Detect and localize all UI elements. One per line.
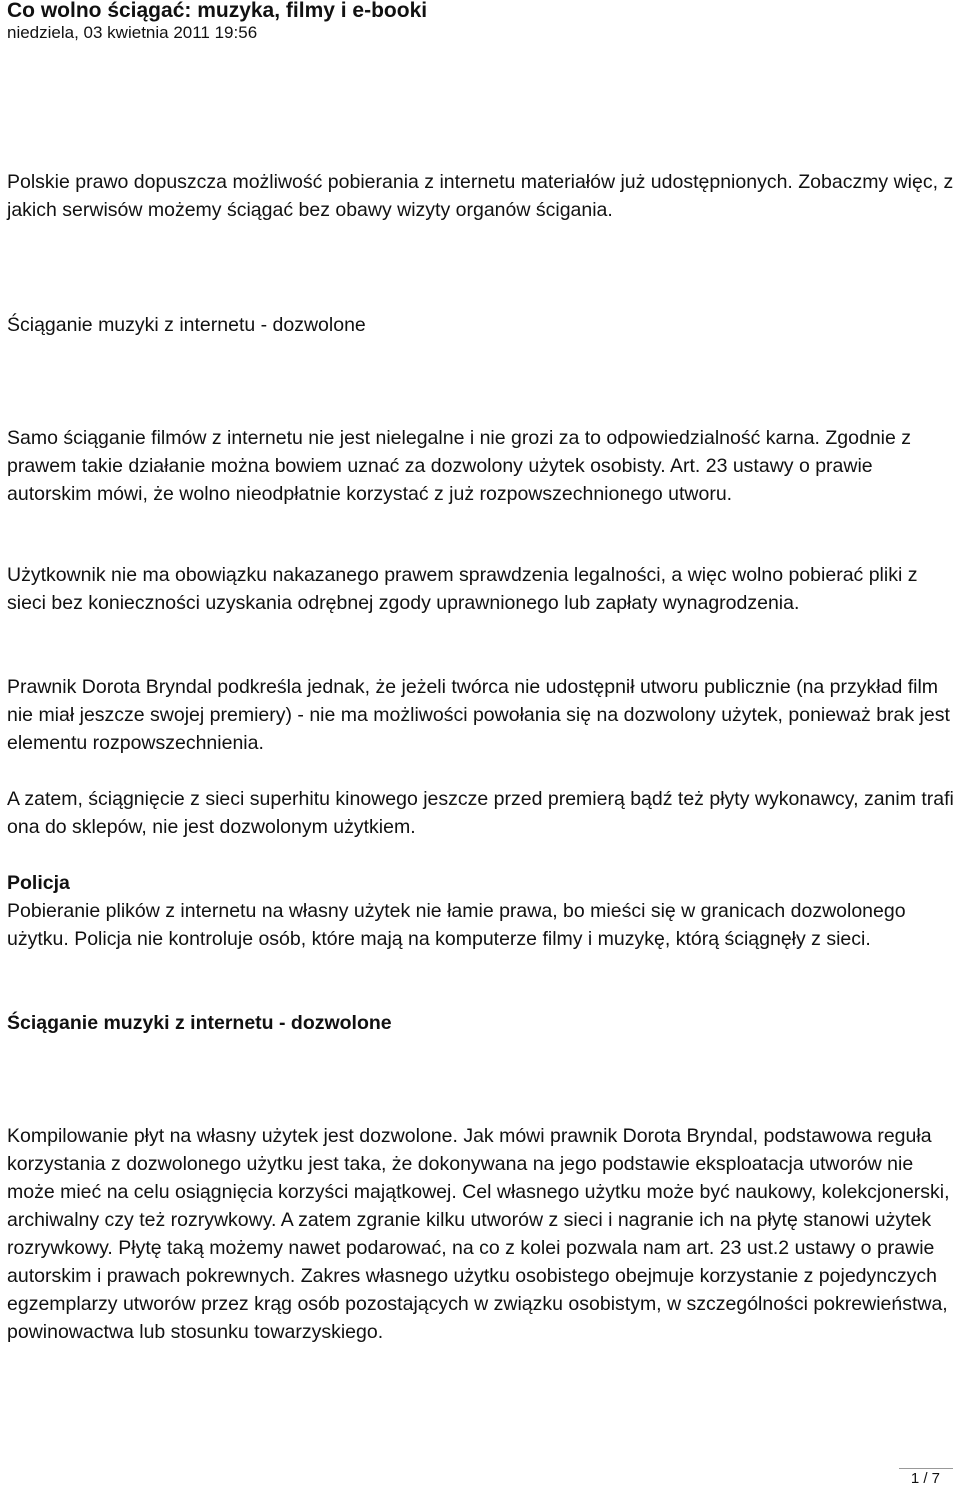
body-paragraph-2: Użytkownik nie ma obowiązku nakazanego prawem sprawdzenia legalności, a więc wolno pobierać pliki z sieci bez konieczności uzyskania odrębnej zgody uprawnionego lub zapłaty wynagrodzenia. [7, 564, 918, 614]
section-heading-music: Ściąganie muzyki z internetu - dozwolone [7, 1012, 392, 1034]
publish-date: niedziela, 03 kwietnia 2011 19:56 [7, 23, 258, 42]
body-paragraph-1: Samo ściąganie filmów z internetu nie jest nielegalne i nie grozi za to odpowiedzialność karna. Zgodnie z prawem takie działanie można bowiem uznać za dozwolony użytek osobisty. Art. 23 ustawy o prawie autorskim mówi, że wolno nieodpłatnie korzystać z już rozpowszechnionego utworu. [7, 427, 912, 505]
section-heading-policja: Policja [7, 872, 70, 894]
body-paragraph-4: A zatem, ściągnięcie z sieci superhitu kinowego jeszcze przed premierą bądź też płyty wykonawcy, zanim trafi ona do sklepów, nie jest dozwolonym użytkiem. [7, 788, 954, 838]
footer-divider [899, 1468, 953, 1469]
page-title: Co wolno ściągać: muzyka, filmy i e-booki [7, 0, 428, 22]
body-paragraph-5: Pobieranie plików z internetu na własny użytek nie łamie prawa, bo mieści się w granicach dozwolonego użytku. Policja nie kontroluje osób, które mają na komputerze filmy i muzykę, którą ściągnęły z sieci. [7, 900, 906, 950]
body-paragraph-6: Kompilowanie płyt na własny użytek jest dozwolone. Jak mówi prawnik Dorota Bryndal, podstawowa reguła korzystania z dozwolonego użytku jest taka, że dokonywana na jego podstawie eksploatacja utworów nie może mieć na celu osiągnięcia korzyści majątkowej. Cel własnego użytku może być naukowy, kolekcjonerski, archiwalny czy też rozrywkowy. A zatem zgranie kilku utworów z sieci i nagranie ich na płytę stanowi użytek rozrywkowy. Płytę taką możemy nawet podarować, na co z kolei pozwala nam art. 23 ust.2 ustawy o prawie autorskim i prawach pokrewnych. Zakres własnego użytku osobistego obejmuje korzystanie z pojedynczych egzemplarzy utworów przez krąg osób pozostających w związku osobistym, w szczególności pokrewieństwa, powinowactwa lub stosunku towarzyskiego. [7, 1125, 950, 1343]
page-number: 1 / 7 [910, 1470, 940, 1487]
section-subtitle: Ściąganie muzyki z internetu - dozwolone [7, 314, 366, 336]
intro-paragraph: Polskie prawo dopuszcza możliwość pobierania z internetu materiałów już udostępnionych. Zobaczmy więc, z jakich serwisów możemy ściągać bez obawy wizyty organów ścigania. [7, 171, 954, 221]
body-paragraph-3: Prawnik Dorota Bryndal podkreśla jednak, że jeżeli twórca nie udostępnił utworu publicznie (na przykład film nie miał jeszcze swojej premiery) - nie ma możliwości powołania się na dozwolony użytek, ponieważ brak jest elementu rozpowszechnienia. [7, 676, 950, 754]
